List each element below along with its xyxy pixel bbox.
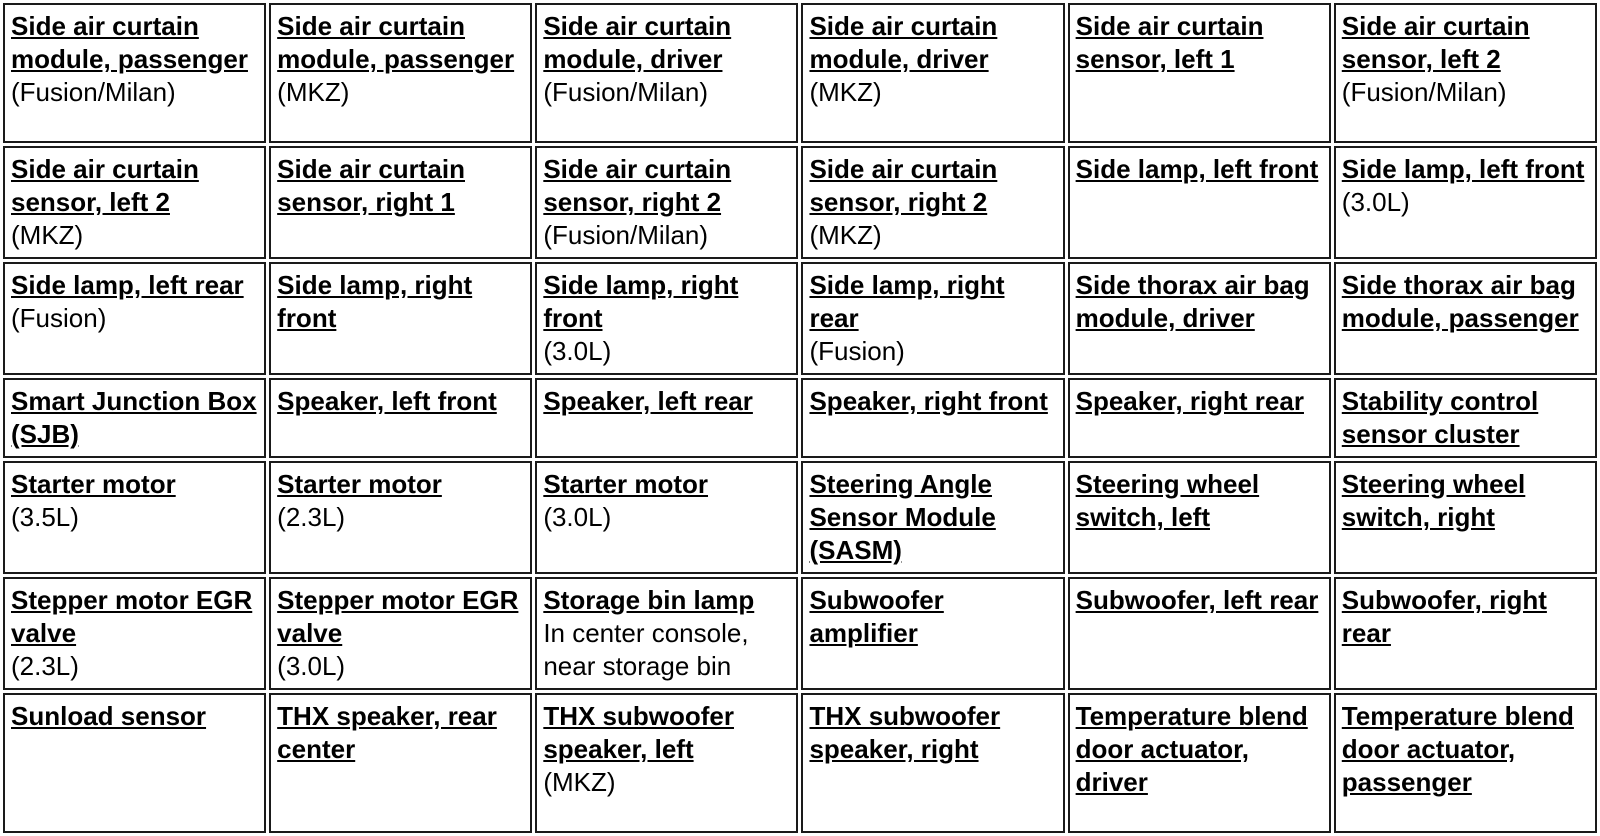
table-row (3, 146, 1597, 259)
table-cell (269, 378, 532, 458)
component-link[interactable]: Side air curtain module, driver (809, 11, 998, 74)
component-link[interactable]: Side lamp, left front (1075, 154, 1319, 184)
table-cell (1334, 262, 1597, 375)
table-cell (1334, 3, 1597, 143)
table-cell (535, 378, 798, 458)
component-link[interactable]: Subwoofer amplifier (809, 585, 944, 648)
component-link[interactable]: Stepper motor EGR valve (277, 585, 519, 648)
component-link[interactable]: Side thorax air bag module, passenger (1341, 270, 1579, 333)
component-link[interactable]: Steering Angle Sensor Module (SASM) (809, 469, 996, 565)
table-cell (269, 3, 532, 143)
cell-note: (2.3L) (11, 651, 79, 681)
table-cell (1068, 3, 1331, 143)
table-cell (535, 262, 798, 375)
component-link[interactable]: Sunload sensor (11, 701, 207, 731)
cell-note: (3.0L) (277, 651, 346, 681)
cell-note: (MKZ) (543, 767, 616, 797)
component-link[interactable]: Speaker, left rear (543, 386, 753, 416)
cell-note: (MKZ) (11, 220, 84, 250)
component-link[interactable]: Side air curtain sensor, left 1 (1075, 11, 1264, 74)
component-link[interactable]: Steering wheel switch, left (1075, 469, 1260, 532)
table-cell (1068, 577, 1331, 690)
table-cell (3, 3, 266, 143)
table-row (3, 693, 1597, 833)
cell-note: (2.3L) (277, 502, 346, 532)
component-link[interactable]: Side lamp, right rear (809, 270, 1005, 333)
component-link[interactable]: Temperature blend door actuator, driver (1075, 701, 1308, 797)
cell-note: (Fusion/Milan) (1341, 77, 1507, 107)
component-link[interactable]: Side air curtain module, passenger (11, 11, 248, 74)
component-link[interactable]: THX subwoofer speaker, left (543, 701, 734, 764)
component-link[interactable]: Side air curtain sensor, right 1 (277, 154, 465, 217)
table-cell (1068, 461, 1331, 574)
cell-note: (3.0L) (543, 336, 612, 366)
component-link[interactable]: Side air curtain module, driver (543, 11, 732, 74)
table-cell (1334, 378, 1597, 458)
table-cell (3, 461, 266, 574)
component-link[interactable]: Side air curtain module, passenger (277, 11, 515, 74)
table-cell (801, 378, 1064, 458)
table-cell (1068, 378, 1331, 458)
table-cell (3, 146, 266, 259)
component-link[interactable]: Subwoofer, right rear (1341, 585, 1547, 648)
cell-note: (Fusion/Milan) (543, 77, 709, 107)
cell-note: (MKZ) (277, 77, 350, 107)
component-link[interactable]: Side lamp, left rear (11, 270, 244, 300)
component-link[interactable]: Storage bin lamp (543, 585, 755, 615)
component-link[interactable]: Side lamp, right front (277, 270, 473, 333)
table-cell (535, 577, 798, 690)
component-link[interactable]: Stepper motor EGR valve (11, 585, 253, 648)
table-cell (535, 693, 798, 833)
table-cell (801, 461, 1064, 574)
table-cell (3, 693, 266, 833)
table-cell (1068, 693, 1331, 833)
table-cell (3, 378, 266, 458)
table-cell (1334, 693, 1597, 833)
table-cell (1068, 262, 1331, 375)
component-link[interactable]: Starter motor (277, 469, 442, 499)
table-row (3, 3, 1597, 143)
table-cell (269, 146, 532, 259)
cell-note: (Fusion) (809, 336, 905, 366)
cell-note: (3.5L) (11, 502, 79, 532)
table-row (3, 378, 1597, 458)
table-cell (801, 693, 1064, 833)
cell-note: (Fusion/Milan) (11, 77, 176, 107)
table-cell (1334, 577, 1597, 690)
table-cell (801, 146, 1064, 259)
component-link[interactable]: Side air curtain sensor, right 2 (809, 154, 998, 217)
table-cell (1334, 461, 1597, 574)
component-link[interactable]: Side lamp, right front (543, 270, 739, 333)
table-row (3, 577, 1597, 690)
component-link[interactable]: Side air curtain sensor, left 2 (11, 154, 199, 217)
table-cell (269, 577, 532, 690)
cell-note: (3.0L) (543, 502, 612, 532)
component-link[interactable]: Temperature blend door actuator, passenger (1341, 701, 1574, 797)
table-cell (269, 461, 532, 574)
cell-note: (Fusion/Milan) (543, 220, 709, 250)
table-cell (801, 3, 1064, 143)
component-link[interactable]: Side lamp, left front (1341, 154, 1585, 184)
table-cell (3, 262, 266, 375)
component-link[interactable]: Starter motor (543, 469, 709, 499)
component-link[interactable]: Side thorax air bag module, driver (1075, 270, 1310, 333)
table-cell (1334, 146, 1597, 259)
component-link[interactable]: Speaker, right front (809, 386, 1048, 416)
cell-note: (MKZ) (809, 220, 882, 250)
table-cell (1068, 146, 1331, 259)
component-link[interactable]: Speaker, right rear (1075, 386, 1304, 416)
component-link[interactable]: Speaker, left front (277, 386, 497, 416)
table-cell (535, 146, 798, 259)
table-row (3, 461, 1597, 574)
table-cell (535, 461, 798, 574)
table-cell (269, 262, 532, 375)
cell-note: In center console, near storage bin (543, 618, 749, 681)
table-cell (535, 3, 798, 143)
table-cell (3, 577, 266, 690)
component-link[interactable]: Subwoofer, left rear (1075, 585, 1319, 615)
table-row (3, 262, 1597, 375)
cell-note: (3.0L) (1341, 187, 1410, 217)
component-link[interactable]: Side air curtain sensor, left 2 (1341, 11, 1530, 74)
component-link[interactable]: Starter motor (11, 469, 176, 499)
table-cell (801, 262, 1064, 375)
cell-note: (Fusion) (11, 303, 107, 333)
component-link[interactable]: Stability control sensor cluster (1341, 386, 1539, 449)
component-link[interactable]: THX speaker, rear center (277, 701, 497, 764)
table-cell (269, 693, 532, 833)
table-body (3, 3, 1597, 833)
component-link[interactable]: Steering wheel switch, right (1341, 469, 1526, 532)
cell-note: (MKZ) (809, 77, 882, 107)
table-cell (801, 577, 1064, 690)
component-link[interactable]: THX subwoofer speaker, right (809, 701, 1001, 764)
component-link[interactable]: Smart Junction Box (SJB) (11, 386, 257, 449)
component-link[interactable]: Side air curtain sensor, right 2 (543, 154, 732, 217)
